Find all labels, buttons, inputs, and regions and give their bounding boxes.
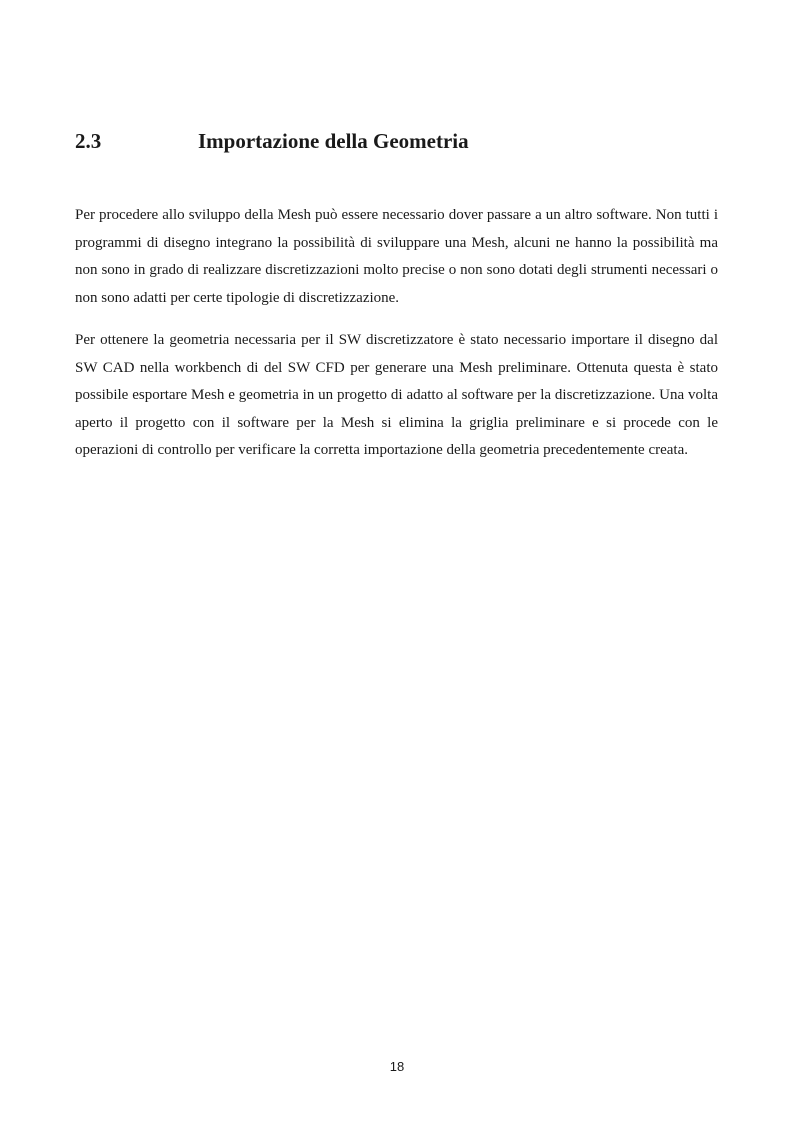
section-number: 2.3	[75, 129, 102, 153]
page-number: 18	[389, 1059, 405, 1074]
body-paragraph-2: Per ottenere la geometria necessaria per il SW discretizzatore è stato necessario importare il disegno dal SW CAD nella workbench di del SW CFD per generare una Mesh preliminare. Ottenuta questa è stato possibile esportare Mesh e geometria in un progetto di adatto al software per la discretizzazione. Una volta aperto il progetto con il software per la Mesh si elimina la griglia preliminare e si procede con le operazioni di controllo per verificare la corretta importazione della geometria precedentemente creata.	[75, 332, 718, 458]
section-title: Importazione della Geometria	[198, 129, 469, 153]
body-paragraph-1: Per procedere allo sviluppo della Mesh può essere necessario dover passare a un altro software. Non tutti i programmi di disegno integrano la possibilità di sviluppare una Mesh, alcuni ne hanno la possibilità ma non sono in grado di realizzare discretizzazioni molto precise o non sono dotati degli strumenti necessari o non sono adatti per certe tipologie di discretizzazione.	[75, 207, 718, 306]
